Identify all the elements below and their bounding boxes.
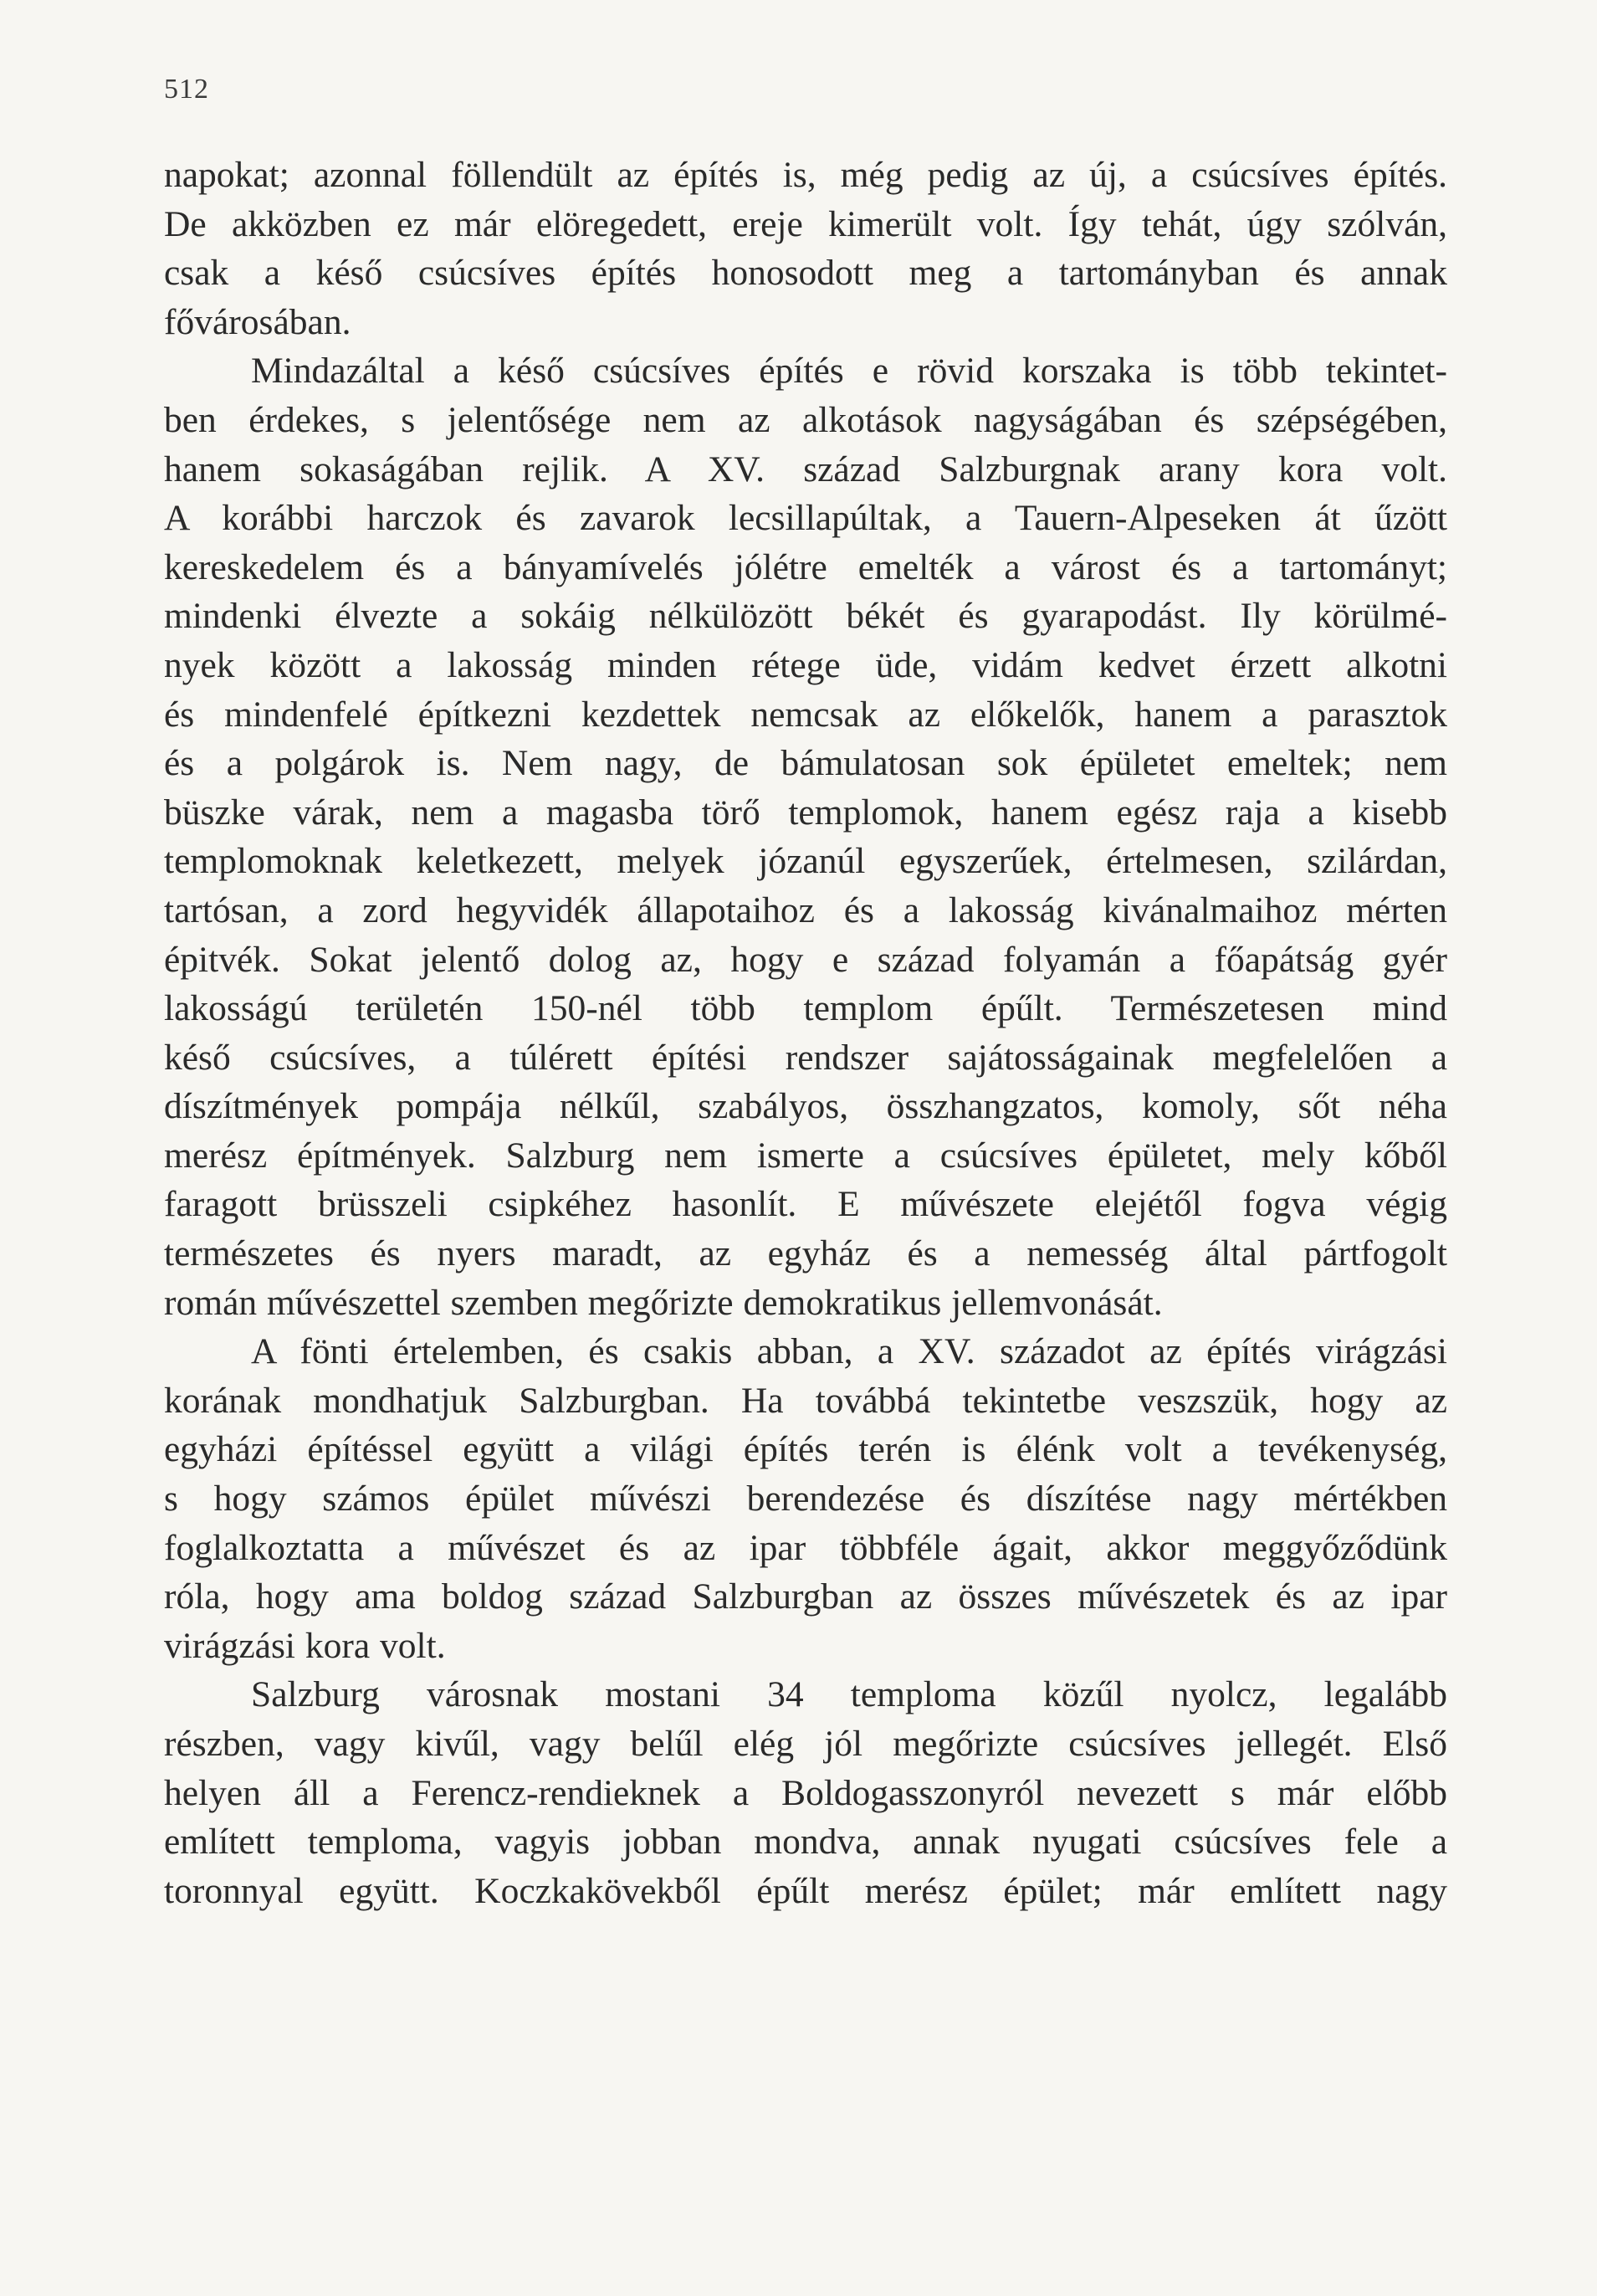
text-line: Mindazáltal a késő csúcsíves építés e rövid korszaka is több tekintet- [251,351,1447,392]
text-line: róla, hogy ama boldog század Salzburgban az összes művészetek és az ipar [164,1576,1447,1617]
text-line: merész építmények. Salzburg nem ismerte a csúcsíves épületet, mely kőből [164,1135,1447,1176]
text-line: tartósan, a zord hegyvidék állapotaihoz és a lakosság kivánalmaihoz mérten [164,889,1447,930]
paragraph-2 [164,346,1447,1327]
paragraph-4 [164,1670,1447,1915]
text-line: Salzburg városnak mostani 34 temploma közűl nyolcz, legalább [251,1674,1447,1715]
text-line: késő csúcsíves, a túlérett építési rendszer sajátosságainak megfelelően a [164,1037,1447,1078]
text-line: fővárosában. [164,301,351,342]
text-line: csak a késő csúcsíves építés honosodott meg a tartományban és annak [164,253,1447,294]
page-number: 512 [164,74,209,105]
text-line: foglalkoztatta a művészet és az ipar többféle ágait, akkor meggyőződünk [164,1527,1447,1568]
text-line: toronnyal együtt. Koczkakövekből épűlt merész épület; már említett nagy [164,1870,1447,1911]
text-line: mindenki élvezte a sokáig nélkülözött békét és gyarapodást. Ily körülmé- [164,596,1447,637]
text-line: A korábbi harczok és zavarok lecsillapúltak, a Tauern-Alpeseken át űzött [164,498,1447,539]
text-line: korának mondhatjuk Salzburgban. Ha továbbá tekintetbe veszszük, hogy az [164,1380,1447,1421]
text-line: De akközben ez már elöregedett, ereje kimerült volt. Így tehát, úgy szólván, [164,203,1447,244]
text-line: részben, vagy kivűl, vagy belűl elég jól megőrizte csúcsíves jellegét. Első [164,1724,1447,1764]
paragraph-1 [164,151,1447,346]
text-line: ben érdekes, s jelentősége nem az alkotások nagyságában és szépségében, [164,399,1447,440]
text-line: kereskedelem és a bányamívelés jólétre emelték a várost és a tartományt; [164,546,1447,587]
text-line: díszítmények pompája nélkűl, szabályos, összhangzatos, komoly, sőt néha [164,1086,1447,1127]
text-line: helyen áll a Ferencz-rendieknek a Boldogasszonyról nevezett s már előbb [164,1772,1447,1813]
text-line: és mindenfelé építkezni kezdettek nemcsak az előkelők, hanem a parasztok [164,694,1447,735]
text-line: épitvék. Sokat jelentő dolog az, hogy e század folyamán a főapátság gyér [164,939,1447,980]
text-line: nyek között a lakosság minden rétege üde, vidám kedvet érzett alkotni [164,644,1447,685]
text-line: virágzási kora volt. [164,1625,446,1666]
text-line: A fönti értelemben, és csakis abban, a XV. századot az építés virágzási [251,1331,1447,1372]
text-line: templomoknak keletkezett, melyek józanúl egyszerűek, értelmesen, szilárdan, [164,841,1447,882]
text-line: hanem sokaságában rejlik. A XV. század Salzburgnak arany kora volt. [164,448,1447,489]
text-line: és a polgárok is. Nem nagy, de bámulatosan sok épületet emeltek; nem [164,743,1447,784]
text-line: büszke várak, nem a magasba törő templomok, hanem egész raja a kisebb [164,792,1447,833]
page-body [164,151,1447,1915]
text-line: egyházi építéssel együtt a világi építés terén is élénk volt a tevékenység, [164,1429,1447,1470]
text-line: román művészettel szemben megőrizte demokratikus jellemvonását. [164,1282,1163,1323]
text-line: napokat; azonnal föllendült az építés is, még pedig az új, a csúcsíves építés. [164,155,1447,195]
text-line: természetes és nyers maradt, az egyház és a nemesség által pártfogolt [164,1233,1447,1274]
text-line: faragott brüsszeli csipkéhez hasonlít. E művészete elejétől fogva végig [164,1184,1447,1225]
text-line: s hogy számos épület művészi berendezése és díszítése nagy mértékben [164,1479,1447,1520]
text-line: említett temploma, vagyis jobban mondva, annak nyugati csúcsíves fele a [164,1822,1447,1863]
text-line: lakosságú területén 150-nél több templom épűlt. Természetesen mind [164,988,1447,1029]
paragraph-3 [164,1327,1447,1670]
